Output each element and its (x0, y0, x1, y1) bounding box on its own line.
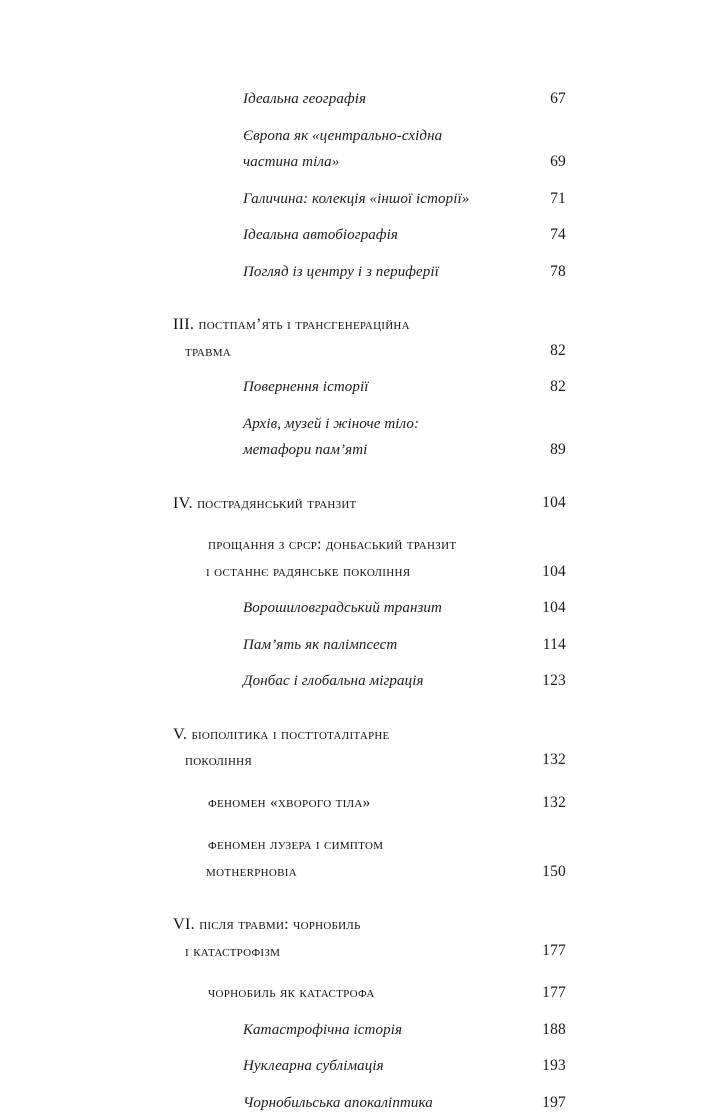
toc-entry[interactable] (0, 595, 720, 622)
toc-entry-line: motherphobia (206, 859, 383, 886)
toc-entry-title (0, 832, 383, 885)
toc-entry-title (0, 259, 439, 286)
toc-entry-title (0, 632, 397, 659)
toc-page-number: 89 (532, 437, 566, 464)
toc-page-number: 78 (532, 259, 566, 286)
toc-entry-line: покоління (173, 747, 390, 774)
toc-entry-title (0, 186, 469, 213)
toc-entry-line: Пам’ять як палімпсест (243, 637, 397, 653)
toc-entry-line: Чорнобильська апокаліптика (243, 1095, 433, 1111)
toc-page-number: 177 (532, 980, 566, 1007)
toc-page-number: 67 (532, 86, 566, 113)
toc-entry[interactable] (0, 721, 720, 774)
toc-entry-line: Ідеальна автобіографія (243, 227, 398, 243)
toc-entry-title (0, 721, 390, 774)
toc-entry[interactable] (0, 532, 720, 585)
toc-page-number: 82 (532, 374, 566, 401)
toc-entry[interactable] (0, 632, 720, 659)
toc-entry[interactable] (0, 980, 720, 1007)
toc-entry[interactable] (0, 374, 720, 401)
toc-entry-title (0, 595, 442, 622)
toc-entry-title (0, 86, 366, 113)
toc-entry-title (0, 490, 357, 517)
toc-page-number: 104 (532, 559, 566, 586)
toc-entry[interactable] (0, 259, 720, 286)
toc-entry-line: Ворошиловградський транзит (243, 600, 442, 616)
toc-entry-number: IV. (173, 494, 193, 512)
toc-entry-line: метафори пам’яті (243, 437, 419, 464)
toc-entry[interactable] (0, 911, 720, 964)
toc-entry-line: Погляд із центру і з периферії (243, 264, 439, 280)
toc-entry-line: і катастрофізм (173, 938, 361, 965)
toc-page-number: 188 (532, 1017, 566, 1044)
toc-page-number: 150 (532, 859, 566, 886)
toc-page-number: 123 (532, 668, 566, 695)
toc-page-number: 193 (532, 1053, 566, 1080)
toc-entry-line: прощання з срср: донбаський транзит (208, 536, 456, 553)
toc-entry-line: постпам’ять і трансгенераційна (199, 315, 410, 333)
toc-entry-title (0, 1053, 384, 1080)
toc-entry-title (0, 1090, 433, 1116)
toc-entry-line: Ідеальна географія (243, 91, 366, 107)
toc-page-number: 132 (532, 747, 566, 774)
toc-entry-line: пострадянський транзит (197, 494, 356, 512)
toc-entry-line: після травми: чорнобиль (199, 915, 360, 933)
toc-entry-line: Нуклеарна сублімація (243, 1058, 384, 1074)
toc-entry-title (0, 911, 361, 964)
toc-entry[interactable] (0, 1017, 720, 1044)
toc-page-number: 114 (532, 632, 566, 659)
toc-entry-title (0, 980, 375, 1007)
toc-page-number: 71 (532, 186, 566, 213)
toc-entry[interactable] (0, 1053, 720, 1080)
toc-entry[interactable] (0, 411, 720, 464)
toc-page-number: 74 (532, 222, 566, 249)
toc-entry-number: VI. (173, 915, 195, 933)
toc-entry[interactable] (0, 1090, 720, 1116)
toc-page-number: 197 (532, 1090, 566, 1116)
toc-entry-title (0, 532, 456, 585)
toc-entry-line: частина тіла» (243, 149, 442, 176)
toc-entry-title (0, 374, 369, 401)
toc-entry[interactable] (0, 668, 720, 695)
toc-entry-number: III. (173, 315, 194, 333)
toc-entry-line: чорнобиль як катастрофа (208, 984, 375, 1001)
toc-page-number: 82 (532, 338, 566, 365)
toc-entry[interactable] (0, 86, 720, 113)
table-of-contents (0, 86, 720, 1116)
toc-entry-line: Донбас і глобальна міграція (243, 673, 424, 689)
toc-entry-line: феномен «хворого тіла» (208, 794, 371, 811)
toc-entry-line: біополітика і посттоталітарне (191, 725, 389, 743)
toc-page-number: 104 (532, 595, 566, 622)
toc-entry-title (0, 668, 424, 695)
toc-page-number: 69 (532, 149, 566, 176)
toc-entry-line: і останнє радянське покоління (206, 559, 456, 586)
toc-page-number: 132 (532, 790, 566, 817)
toc-entry-line: феномен лузера і симптом (208, 836, 383, 853)
toc-entry[interactable] (0, 790, 720, 817)
toc-entry-line: Катастрофічна історія (243, 1022, 402, 1038)
toc-entry-title (0, 311, 410, 364)
toc-entry-title (0, 790, 371, 817)
toc-entry[interactable] (0, 222, 720, 249)
toc-entry-line: травма (173, 338, 410, 365)
toc-entry[interactable] (0, 832, 720, 885)
toc-entry-line: Галичина: колекція «іншої історії» (243, 191, 469, 207)
toc-page-number: 177 (532, 938, 566, 965)
toc-entry[interactable] (0, 490, 720, 517)
toc-entry[interactable] (0, 186, 720, 213)
toc-entry-number: V. (173, 725, 187, 743)
toc-entry-title (0, 222, 398, 249)
toc-entry-line: Повернення історії (243, 379, 369, 395)
toc-entry[interactable] (0, 311, 720, 364)
toc-entry-line: Архів, музей і жіноче тіло: (243, 416, 419, 432)
toc-entry[interactable] (0, 123, 720, 176)
toc-entry-title (0, 1017, 402, 1044)
toc-page-number: 104 (532, 490, 566, 517)
toc-entry-title (0, 411, 419, 464)
toc-entry-line: Європа як «центрально-східна (243, 128, 442, 144)
toc-entry-title (0, 123, 442, 176)
